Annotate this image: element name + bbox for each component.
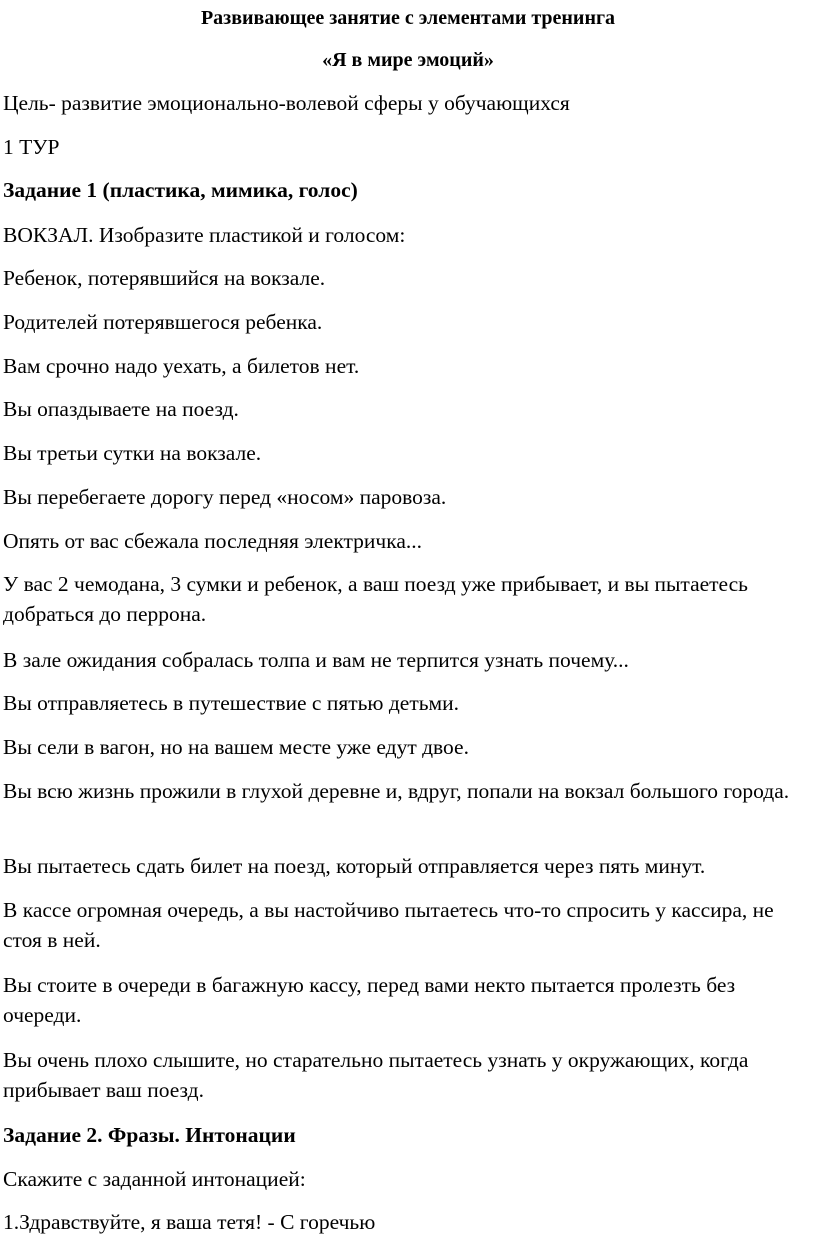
task1-item: У вас 2 чемодана, 3 сумки и ребенок, а ваш поезд уже прибывает, и вы пытаетесь добраться до перрона.	[3, 572, 748, 626]
task1-item: Опять от вас сбежала последняя электричка...	[3, 529, 423, 553]
task1-item: Вы третьи сутки на вокзале.	[3, 441, 262, 465]
task2-heading: Задание 2. Фразы. Интонации	[3, 1123, 296, 1147]
document-title: Развивающее занятие с элементами тренинга	[200, 7, 616, 29]
task1-item: Вы пытаетесь сдать билет на поезд, который отправляется через пять минут.	[3, 854, 706, 878]
task1-item: Вы перебегаете дорогу перед «носом» паровоза.	[3, 485, 447, 509]
task1-item: Вам срочно надо уехать, а билетов нет.	[3, 354, 360, 378]
task1-item: Ребенок, потерявшийся на вокзале.	[3, 266, 326, 290]
task1-intro: ВОКЗАЛ. Изобразите пластикой и голосом:	[3, 223, 406, 247]
goal-text: Цель- развитие эмоционально-волевой сферы у обучающихся	[3, 91, 570, 115]
task1-item: В кассе огромная очередь, а вы настойчиво пытаетесь что-то спросить у кассира, не стоя в ней.	[3, 898, 774, 952]
task2-intro: Скажите с заданной интонацией:	[3, 1167, 306, 1191]
document-subtitle: «Я в мире эмоций»	[322, 49, 494, 71]
task1-item: Вы очень плохо слышите, но старательно пытаетесь узнать у окружающих, когда прибывает ваш поезд.	[3, 1048, 749, 1102]
task2-item: 1.Здравствуйте, я ваша тетя! - С горечью	[3, 1210, 376, 1234]
tour-label: 1 ТУР	[3, 135, 60, 159]
task1-item: Вы опаздываете на поезд.	[3, 397, 239, 421]
task1-item: Вы сели в вагон, но на вашем месте уже едут двое.	[3, 735, 469, 759]
task1-item: В зале ожидания собралась толпа и вам не терпится узнать почему...	[3, 648, 629, 672]
task1-item: Вы отправляетесь в путешествие с пятью детьми.	[3, 691, 460, 715]
task1-item: Родителей потерявшегося ребенка.	[3, 310, 323, 334]
task1-item: Вы всю жизнь прожили в глухой деревне и, вдруг, попали на вокзал большого города.	[3, 779, 790, 803]
task1-heading: Задание 1 (пластика, мимика, голос)	[3, 178, 358, 202]
task1-item: Вы стоите в очереди в багажную кассу, перед вами некто пытается пролезть без очереди.	[3, 973, 736, 1027]
